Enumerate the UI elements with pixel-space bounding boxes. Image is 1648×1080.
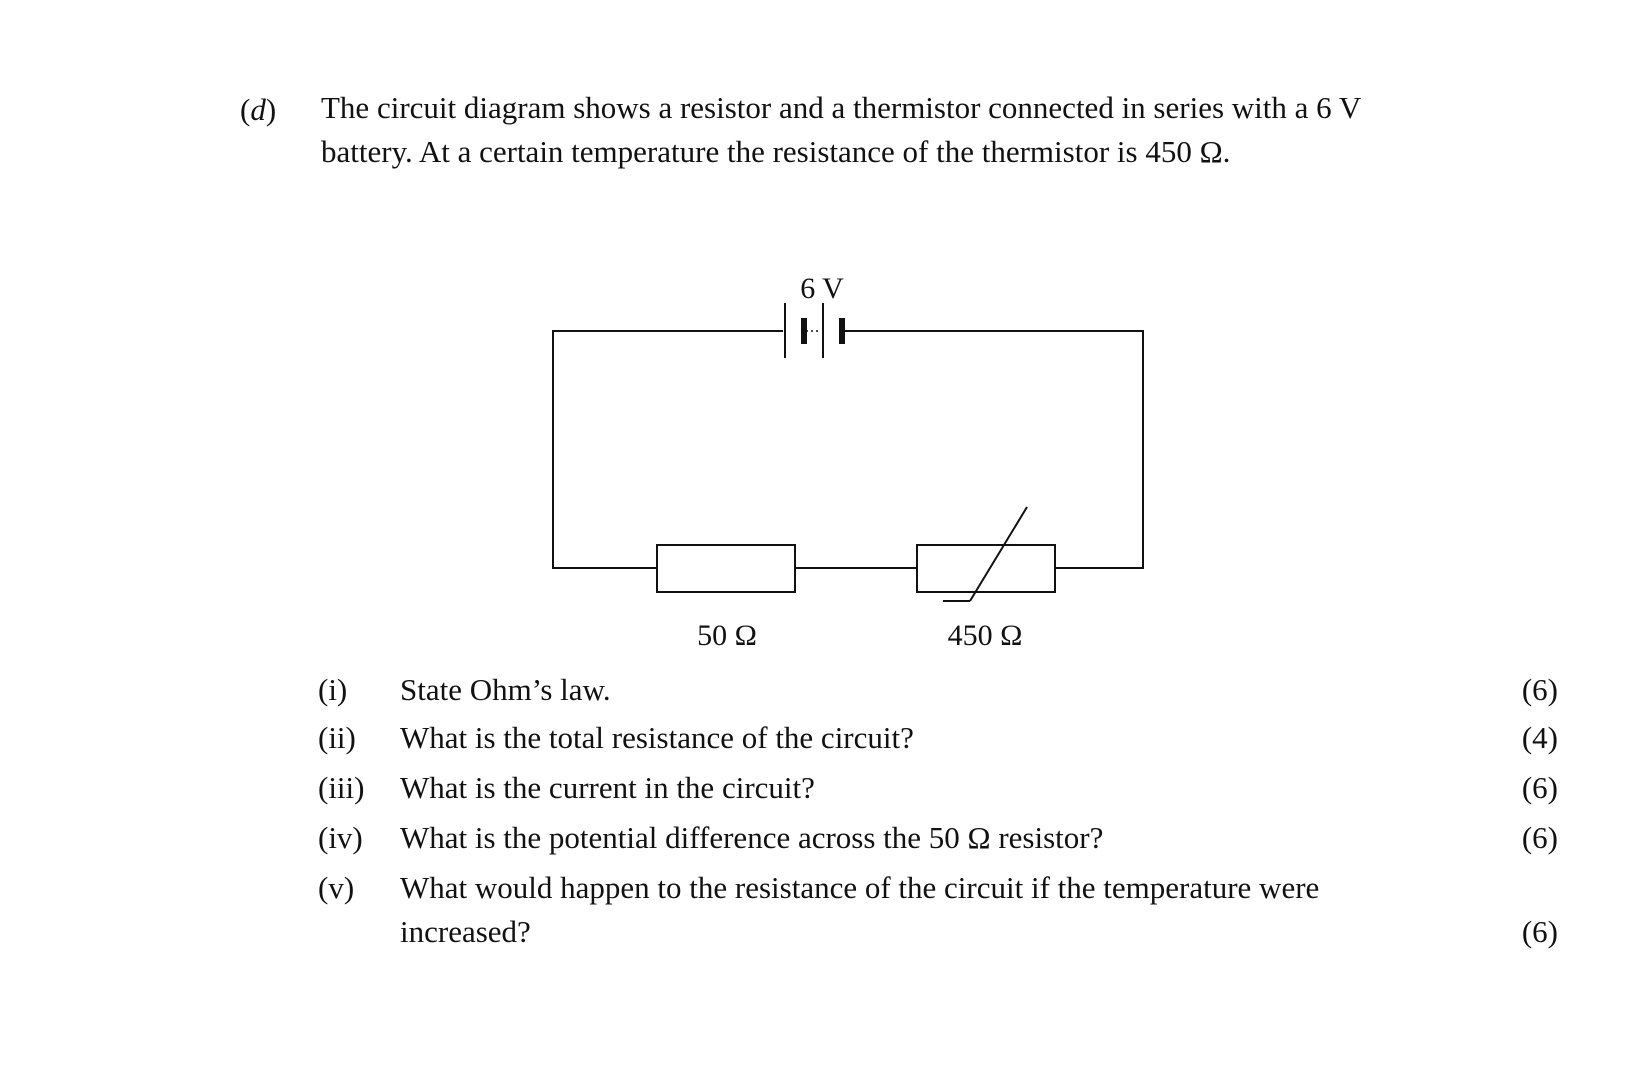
subquestion-text: What is the total resistance of the circuit? [400,720,914,755]
battery-label: 6 V [800,272,844,305]
wire-top-left [553,331,783,568]
thermistor-label: 450 Ω [947,619,1023,652]
part-label-letter: d [250,92,266,127]
subquestion-text-line-1: What would happen to the resistance of the circuit if the temperature were [400,870,1320,905]
subquestion-text: State Ohm’s law. [400,672,611,707]
thermistor-diagonal [970,507,1027,601]
subquestion-marks: (6) [1521,672,1558,707]
part-label-close: ) [265,92,277,127]
subquestion-number: (ii) [318,720,356,755]
subquestion-number: (iii) [318,770,365,805]
subquestion-text: What is the current in the circuit? [400,770,815,805]
subquestion-marks: (6) [1521,820,1558,855]
subquestion-text-line-2: increased? [400,914,531,949]
subquestion-marks: (4) [1521,720,1558,755]
resistor-50-ohm [657,545,795,592]
thermistor-symbol [917,507,1055,601]
subquestion-marks: (6) [1521,770,1558,805]
part-label-open: ( [240,92,251,127]
resistor-label: 50 Ω [697,619,757,652]
subquestion-number: (iv) [318,820,363,855]
thermistor-body [917,545,1055,592]
battery-symbol [785,303,842,358]
intro-line-2: battery. At a certain temperature the resistance of the thermistor is 450 Ω. [321,134,1231,169]
intro-line-1: The circuit diagram shows a resistor and a thermistor connected in series with a 6 V [321,90,1362,125]
subquestion-text [400,866,1440,954]
subquestion-number: (i) [318,672,348,707]
wire-top-right [842,331,1143,568]
subquestion-text: What is the potential difference across the 50 Ω resistor? [400,820,1104,855]
subquestion-marks: (6) [1521,914,1558,949]
subquestion-number: (v) [318,870,355,905]
